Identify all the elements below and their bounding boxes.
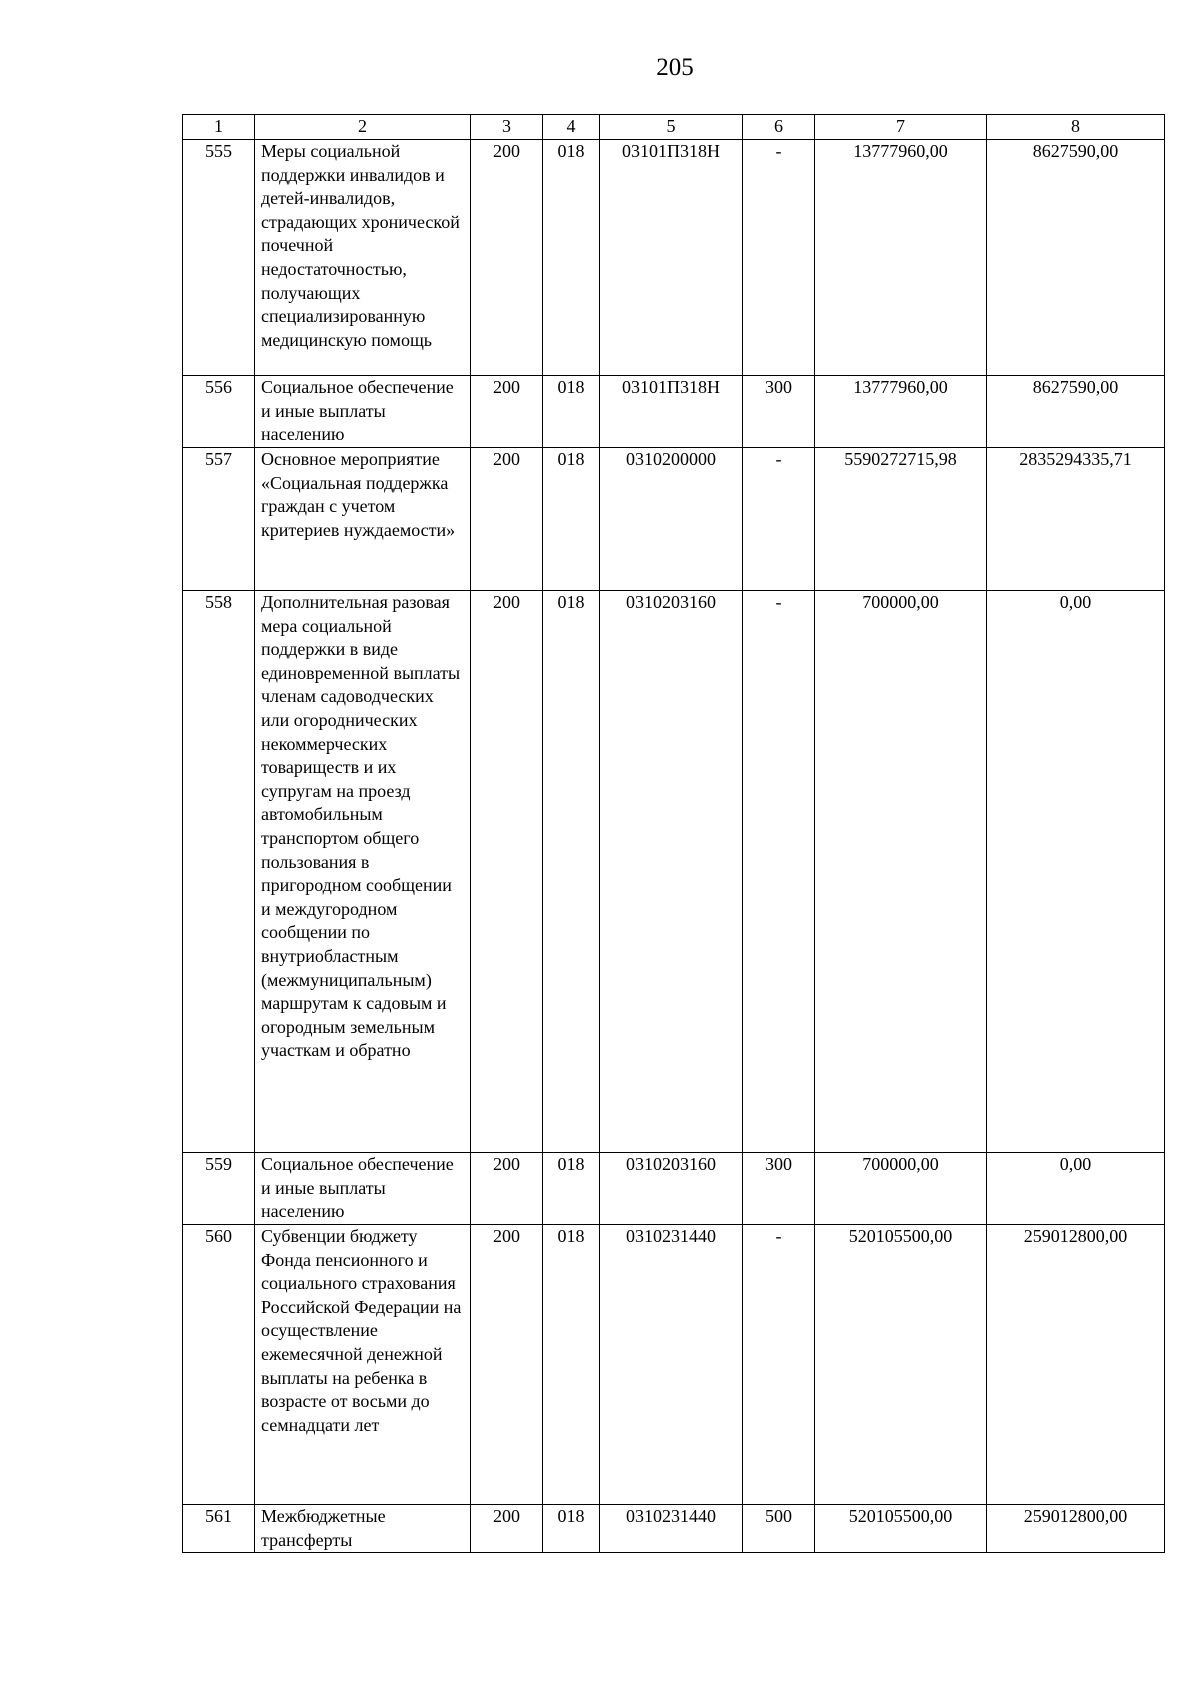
item-name: Основное мероприятие «Социальная поддержка граждан с учетом критериев нуждаемости» bbox=[255, 448, 471, 591]
amount-cell: 8627590,00 bbox=[987, 376, 1165, 448]
code-cell: 200 bbox=[471, 376, 543, 448]
column-header: 2 bbox=[255, 115, 471, 140]
amount-cell: 0,00 bbox=[987, 591, 1165, 1153]
item-name: Социальное обеспечение и иные выплаты населению bbox=[255, 376, 471, 448]
expense-type-code: - bbox=[743, 140, 815, 376]
target-article-code: 0310203160 bbox=[600, 591, 743, 1153]
target-article-code: 03101П318Н bbox=[600, 140, 743, 376]
amount-cell: 5590272715,98 bbox=[815, 448, 987, 591]
column-number-row bbox=[183, 115, 1165, 140]
code-cell: 200 bbox=[471, 591, 543, 1153]
target-article-code: 0310231440 bbox=[600, 1225, 743, 1505]
amount-cell: 2835294335,71 bbox=[987, 448, 1165, 591]
item-name: Межбюджетные трансферты bbox=[255, 1505, 471, 1553]
expense-type-code: 500 bbox=[743, 1505, 815, 1553]
budget-table bbox=[182, 114, 1165, 1553]
row-number: 556 bbox=[183, 376, 255, 448]
row-number: 559 bbox=[183, 1153, 255, 1225]
target-article-code: 0310203160 bbox=[600, 1153, 743, 1225]
page-number: 205 bbox=[656, 54, 694, 81]
expense-type-code: 300 bbox=[743, 1153, 815, 1225]
code-cell: 200 bbox=[471, 1225, 543, 1505]
table-row bbox=[183, 1153, 1165, 1225]
table-row bbox=[183, 1505, 1165, 1553]
code-cell: 200 bbox=[471, 140, 543, 376]
row-number: 561 bbox=[183, 1505, 255, 1553]
table-row bbox=[183, 591, 1165, 1153]
table-row bbox=[183, 140, 1165, 376]
table-row bbox=[183, 448, 1165, 591]
table-row bbox=[183, 1225, 1165, 1505]
code-cell: 018 bbox=[543, 140, 600, 376]
expense-type-code: 300 bbox=[743, 376, 815, 448]
item-name: Меры социальной поддержки инвалидов и детей-инвалидов, страдающих хронической почечной недостаточностью, получающих специализированную медицинскую помощь bbox=[255, 140, 471, 376]
code-cell: 018 bbox=[543, 448, 600, 591]
item-name: Дополнительная разовая мера социальной поддержки в виде единовременной выплаты членам садоводческих или огороднических некоммерческих товариществ и их супругам на проезд автомобильным транспортом общего пользования в пригородном сообщении и междугородном сообщении по внутриобластным (межмуниципальным) маршрутам к садовым и огородным земельным участкам и обратно bbox=[255, 591, 471, 1153]
amount-cell: 259012800,00 bbox=[987, 1505, 1165, 1553]
column-header: 3 bbox=[471, 115, 543, 140]
amount-cell: 520105500,00 bbox=[815, 1225, 987, 1505]
column-header: 6 bbox=[743, 115, 815, 140]
column-header: 8 bbox=[987, 115, 1165, 140]
expense-type-code: - bbox=[743, 1225, 815, 1505]
amount-cell: 259012800,00 bbox=[987, 1225, 1165, 1505]
column-header: 1 bbox=[183, 115, 255, 140]
code-cell: 018 bbox=[543, 376, 600, 448]
code-cell: 200 bbox=[471, 448, 543, 591]
table-row bbox=[183, 376, 1165, 448]
code-cell: 018 bbox=[543, 1225, 600, 1505]
column-header: 5 bbox=[600, 115, 743, 140]
expense-type-code: - bbox=[743, 448, 815, 591]
row-number: 557 bbox=[183, 448, 255, 591]
amount-cell: 13777960,00 bbox=[815, 140, 987, 376]
target-article-code: 0310200000 bbox=[600, 448, 743, 591]
row-number: 555 bbox=[183, 140, 255, 376]
column-header: 4 bbox=[543, 115, 600, 140]
item-name: Социальное обеспечение и иные выплаты населению bbox=[255, 1153, 471, 1225]
code-cell: 018 bbox=[543, 591, 600, 1153]
row-number: 560 bbox=[183, 1225, 255, 1505]
code-cell: 018 bbox=[543, 1153, 600, 1225]
target-article-code: 03101П318Н bbox=[600, 376, 743, 448]
amount-cell: 0,00 bbox=[987, 1153, 1165, 1225]
row-number: 558 bbox=[183, 591, 255, 1153]
amount-cell: 13777960,00 bbox=[815, 376, 987, 448]
amount-cell: 700000,00 bbox=[815, 1153, 987, 1225]
code-cell: 200 bbox=[471, 1153, 543, 1225]
amount-cell: 8627590,00 bbox=[987, 140, 1165, 376]
target-article-code: 0310231440 bbox=[600, 1505, 743, 1553]
expense-type-code: - bbox=[743, 591, 815, 1153]
amount-cell: 520105500,00 bbox=[815, 1505, 987, 1553]
item-name: Субвенции бюджету Фонда пенсионного и социального страхования Российской Федерации на осуществление ежемесячной денежной выплаты на ребенка в возрасте от восьми до семнадцати лет bbox=[255, 1225, 471, 1505]
amount-cell: 700000,00 bbox=[815, 591, 987, 1153]
code-cell: 018 bbox=[543, 1505, 600, 1553]
code-cell: 200 bbox=[471, 1505, 543, 1553]
column-header: 7 bbox=[815, 115, 987, 140]
